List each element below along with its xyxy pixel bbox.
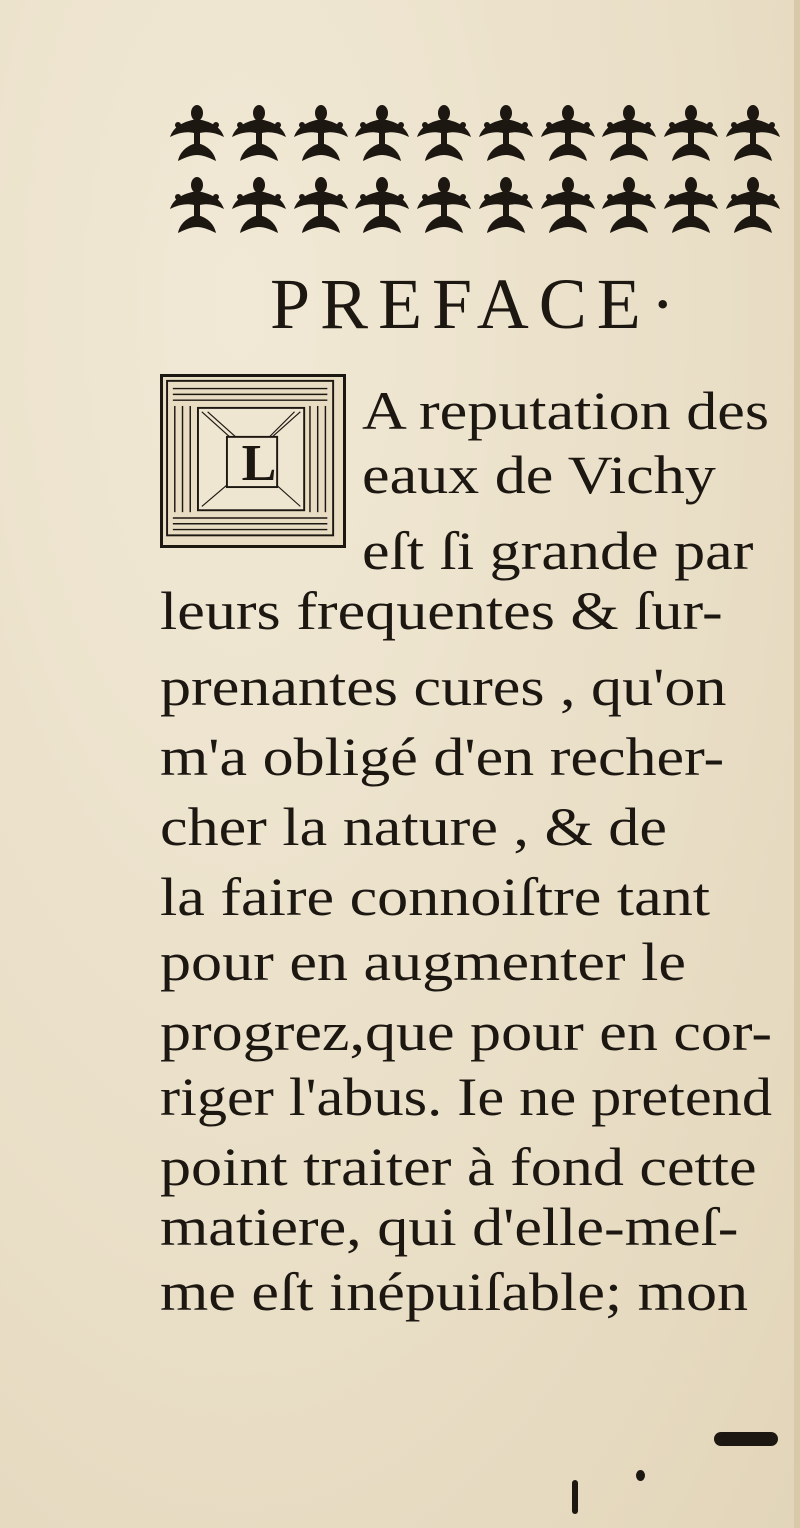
text-line: me eſt inépuiſable; mon [160, 1262, 749, 1322]
text-line: eaux de Vichy [362, 445, 716, 505]
fleuron-icon [415, 103, 473, 169]
fleuron-icon [353, 175, 411, 241]
text-line: point traiter à fond cette [160, 1137, 757, 1197]
text-line: riger l'abus. Ie ne pretend [160, 1067, 772, 1127]
ornament-band [168, 100, 782, 250]
ink-mark [572, 1480, 578, 1514]
fleuron-icon [662, 175, 720, 241]
text-line: pour en augmenter le [160, 932, 686, 992]
text-line: prenantes cures , qu'on [160, 657, 727, 717]
ornament-row-bottom [168, 172, 782, 244]
fleuron-icon [724, 175, 782, 241]
fleuron-icon [230, 103, 288, 169]
text-line: leurs frequentes & ſur- [160, 581, 723, 641]
fleuron-icon [230, 175, 288, 241]
fleuron-icon [477, 103, 535, 169]
page-title: PREFACE· [270, 264, 685, 344]
fleuron-icon [415, 175, 473, 241]
fleuron-icon [353, 103, 411, 169]
text-line: progrez,que pour en cor- [160, 1002, 772, 1062]
fleuron-icon [168, 103, 226, 169]
fleuron-icon [724, 103, 782, 169]
text-line: matiere, qui d'elle-meſ- [160, 1197, 739, 1257]
dropcap-letter: L [241, 435, 277, 492]
fleuron-icon [292, 175, 350, 241]
ink-smudge [714, 1432, 778, 1446]
fleuron-icon [600, 175, 658, 241]
fleuron-icon [662, 103, 720, 169]
fleuron-icon [539, 175, 597, 241]
text-line: eſt ſi grande par [362, 521, 754, 581]
ink-dot [636, 1470, 645, 1481]
text-line: cher la nature , & de [160, 797, 667, 857]
fleuron-icon [292, 103, 350, 169]
text-line: la faire connoiſtre tant [160, 867, 711, 927]
page-edge [794, 0, 800, 1528]
text-line: m'a obligé d'en recher- [160, 727, 725, 787]
fleuron-icon [539, 103, 597, 169]
fleuron-icon [600, 103, 658, 169]
fleuron-icon [477, 175, 535, 241]
text-line: A reputation des [362, 381, 770, 441]
ornament-row-top [168, 100, 782, 172]
fleuron-icon [168, 175, 226, 241]
